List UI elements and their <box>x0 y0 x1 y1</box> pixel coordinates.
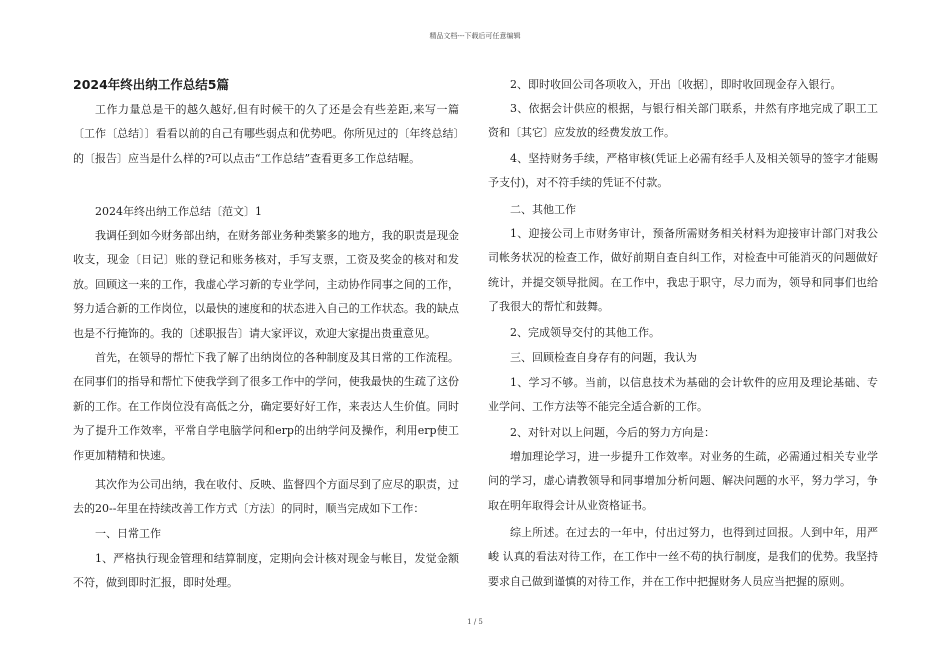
paragraph: 其次作为公司出纳，我在收付、反映、监督四个方面尽到了应尽的职责，过去的20--年里在持续改善工作方式〔方法〕的同时，顺当完成如下工作： <box>73 478 459 516</box>
paragraph: 2、对针对以上问题，今后的努力方向是： <box>510 426 715 439</box>
document-title: 2024年终出纳工作总结5篇 <box>73 77 229 92</box>
paragraph: 首先，在领导的帮忙下我了解了出纳岗位的各种制度及其日常的工作流程。在同事们的指导和帮忙下使我学到了很多工作中的学问，使我最快的生疏了这份新的工作。在工作岗位没有高低之分，确定要好好工作，来表达人生价值。同时为了提升工作效率，平常自学电脑学问和erp的出纳学问及操作，利用erp使工作更加精精和快速。 <box>73 351 459 462</box>
paragraph: 2、即时收回公司各项收入，开出〔收据〕，即时收回现金存入银行。 <box>510 78 842 91</box>
paragraph: 1、严格执行现金管理和结算制度，定期向会计核对现金与帐目，发觉金额不符，做到即时汇报，即时处理。 <box>73 552 459 590</box>
paragraph: 增加理论学习，进一步提升工作效率。对业务的生疏，必需通过相关专业学问的学习，虚心请教领导和同事增加分析问题、解决问题的水平，努力学习，争取在明年取得会计从业资格证书。 <box>488 450 878 512</box>
paragraph: 2、完成领导交付的其他工作。 <box>510 326 660 339</box>
page-header: 精品文档---下载后可任意编辑 <box>429 32 521 40</box>
paragraph: 我调任到如今财务部出纳，在财务部业务种类繁多的地方，我的职责是现金收支，现金〔日记〕账的登记和账务核对，手写支票，工资及奖金的核对和发放。回顾这一来的工作，我虚心学习新的专业学问，主动协作同事之间的工作，努力适合新的工作岗位，以最快的速度和的状态进入自己的工作状态。我的缺点也是不行掩饰的。我的〔述职报告〕请大家评议，欢迎大家提出贵重意见。 <box>73 229 459 340</box>
paragraph: 综上所述。在过去的一年中，付出过努力，也得到过回报。人到中年，用严峻 认真的看法对待工作，在工作中一丝不苟的执行制度，是我们的优势。我坚持要求自己做到谨慎的对待工作，并在工作中把握财务人员应当把握的原则。 <box>488 526 878 588</box>
page-number: 1 / 5 <box>467 618 483 626</box>
paragraph: 1、迎接公司上市财务审计，预备所需财务相关材料为迎接审计部门对我公司帐务状况的检查工作，做好前期自查自纠工作，对检查中可能消灭的问题做好统计，并提交领导批阅。在工作中，我忠于职守，尽力而为，领导和同事们也给了我很大的帮忙和鼓舞。 <box>488 227 878 314</box>
paragraph: 1、学习不够。当前，以信息技术为基础的会计软件的应用及理论基础、专业学问、工作方法等不能完全适合新的工作。 <box>488 376 878 414</box>
paragraph: 4、坚持财务手续，严格审核(凭证上必需有经手人及相关领导的签字才能赐予支付)，对不符手续的凭证不付款。 <box>488 152 878 190</box>
section-heading: 二、其他工作 <box>510 203 576 216</box>
section-heading: 三、回顾检查自身存有的问题，我认为 <box>510 351 697 364</box>
intro-paragraph: 工作力量总是干的越久越好,但有时候干的久了还是会有些差距,来写一篇〔工作〔总结〕〕看看以前的自己有哪些弱点和优势吧。你所见过的〔年终总结〕的〔报告〕应当是什么样的?可以点击“工作总结”查看更多工作总结喔。 <box>73 103 459 165</box>
paragraph: 3、依据会计供应的根据，与银行相关部门联系，井然有序地完成了职工工资和〔其它〕应发放的经费发放工作。 <box>488 102 878 140</box>
section-heading: 一、日常工作 <box>95 527 161 540</box>
section-subtitle: 2024年终出纳工作总结〔范文〕1 <box>95 205 262 218</box>
